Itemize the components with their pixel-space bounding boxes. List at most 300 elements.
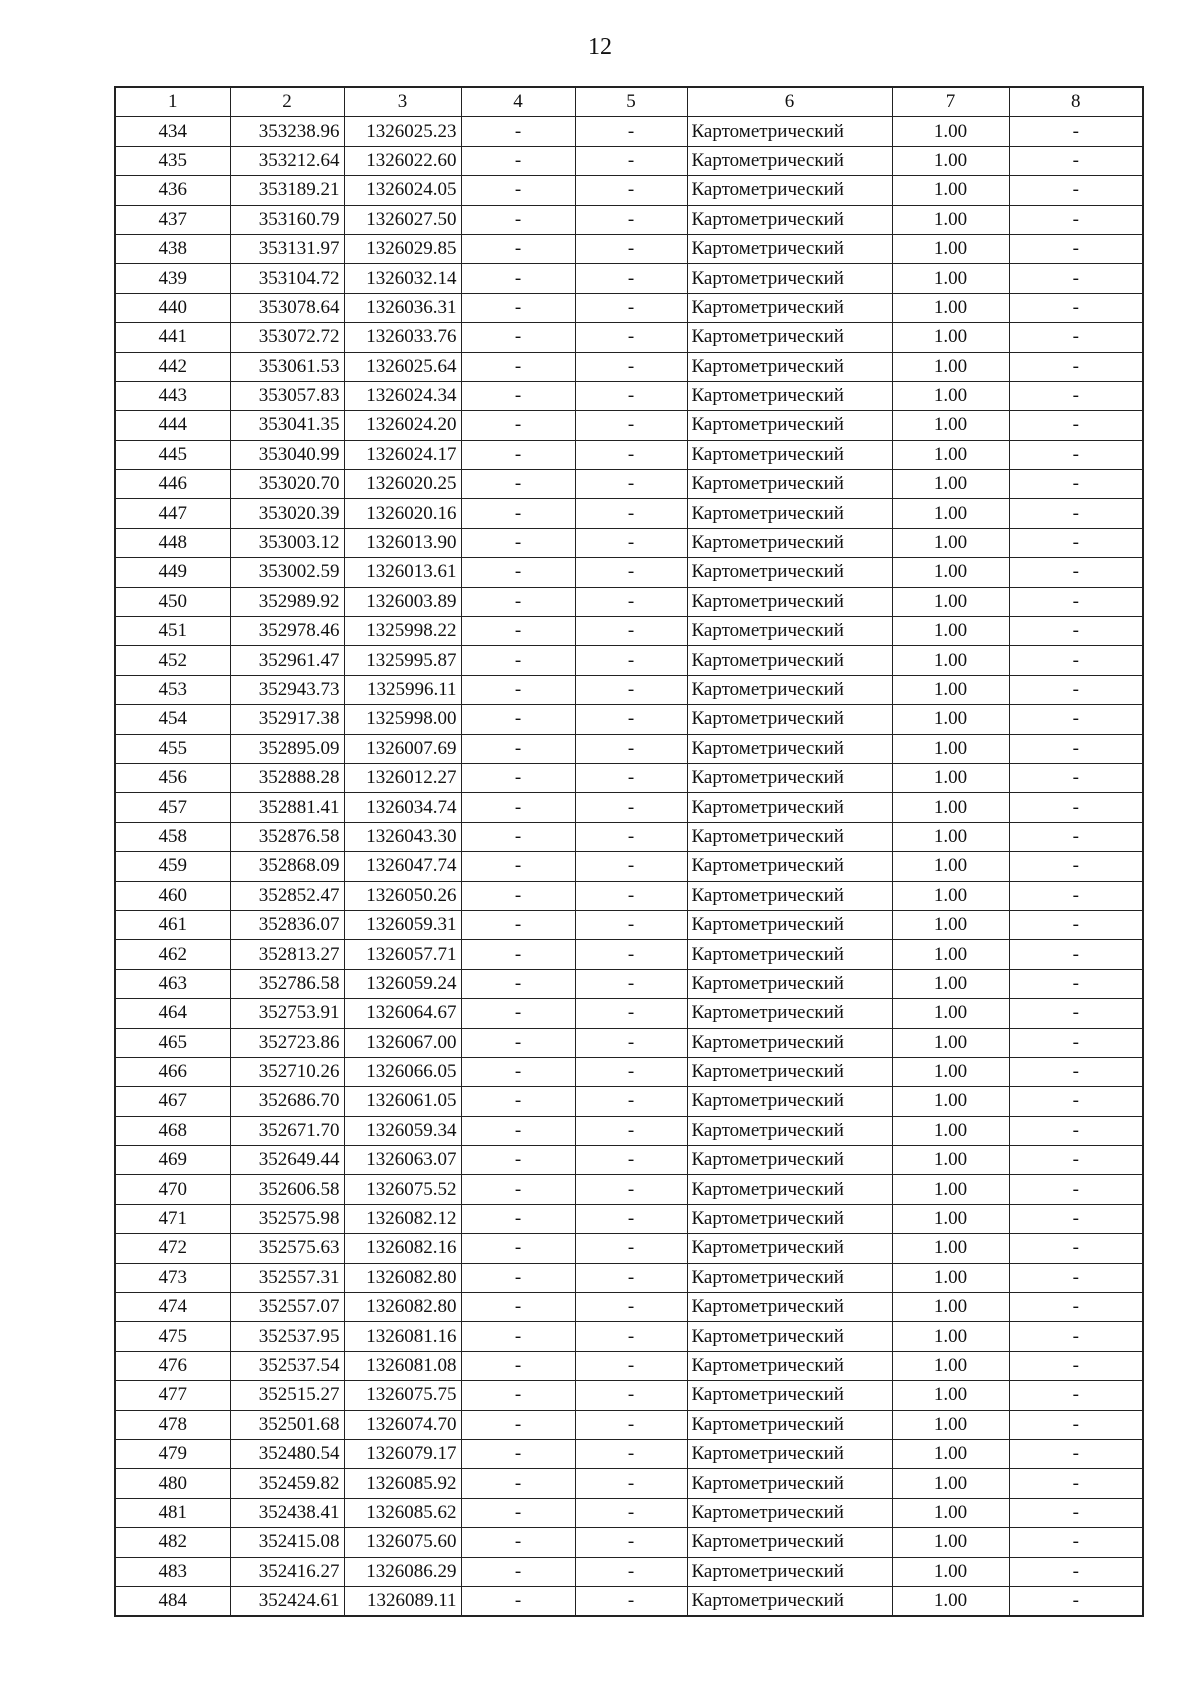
point-number-cell: 480 [115,1469,230,1498]
column-5-cell: - [575,411,687,440]
x-coordinate-cell: 352575.98 [230,1204,344,1233]
table-row [115,793,1143,822]
method-cell: Картометрический [687,1204,892,1233]
x-coordinate-cell: 353131.97 [230,234,344,263]
method-cell: Картометрический [687,528,892,557]
column-5-cell: - [575,264,687,293]
y-coordinate-cell: 1326075.60 [344,1528,461,1557]
accuracy-cell: 1.00 [892,558,1009,587]
column-5-cell: - [575,881,687,910]
y-coordinate-cell: 1326013.90 [344,528,461,557]
column-4-cell: - [461,1263,575,1292]
accuracy-cell: 1.00 [892,1263,1009,1292]
method-cell: Картометрический [687,293,892,322]
y-coordinate-cell: 1326082.80 [344,1293,461,1322]
x-coordinate-cell: 353104.72 [230,264,344,293]
table-row [115,1528,1143,1557]
column-5-cell: - [575,1498,687,1527]
column-8-cell: - [1009,1381,1143,1410]
x-coordinate-cell: 352424.61 [230,1586,344,1616]
accuracy-cell: 1.00 [892,293,1009,322]
accuracy-cell: 1.00 [892,999,1009,1028]
y-coordinate-cell: 1326007.69 [344,734,461,763]
column-5-cell: - [575,940,687,969]
point-number-cell: 449 [115,558,230,587]
column-5-cell: - [575,1175,687,1204]
y-coordinate-cell: 1326022.60 [344,146,461,175]
column-8-cell: - [1009,205,1143,234]
column-4-cell: - [461,646,575,675]
method-cell: Картометрический [687,323,892,352]
x-coordinate-cell: 352438.41 [230,1498,344,1527]
column-4-cell: - [461,558,575,587]
column-4-cell: - [461,1351,575,1380]
accuracy-cell: 1.00 [892,1410,1009,1439]
accuracy-cell: 1.00 [892,234,1009,263]
accuracy-cell: 1.00 [892,646,1009,675]
column-8-cell: - [1009,1293,1143,1322]
table-row [115,705,1143,734]
table-row [115,470,1143,499]
column-header: 7 [892,87,1009,117]
x-coordinate-cell: 353061.53 [230,352,344,381]
accuracy-cell: 1.00 [892,793,1009,822]
y-coordinate-cell: 1326063.07 [344,1146,461,1175]
x-coordinate-cell: 352501.68 [230,1410,344,1439]
column-5-cell: - [575,793,687,822]
x-coordinate-cell: 352459.82 [230,1469,344,1498]
table-row [115,381,1143,410]
x-coordinate-cell: 352557.31 [230,1263,344,1292]
column-5-cell: - [575,1322,687,1351]
column-8-cell: - [1009,852,1143,881]
column-5-cell: - [575,646,687,675]
point-number-cell: 459 [115,852,230,881]
table-row [115,1498,1143,1527]
table-row [115,352,1143,381]
point-number-cell: 453 [115,675,230,704]
y-coordinate-cell: 1326032.14 [344,264,461,293]
accuracy-cell: 1.00 [892,1439,1009,1468]
y-coordinate-cell: 1326027.50 [344,205,461,234]
column-8-cell: - [1009,117,1143,146]
column-4-cell: - [461,617,575,646]
column-5-cell: - [575,558,687,587]
column-5-cell: - [575,293,687,322]
y-coordinate-cell: 1326074.70 [344,1410,461,1439]
table-row [115,617,1143,646]
accuracy-cell: 1.00 [892,1381,1009,1410]
point-number-cell: 461 [115,910,230,939]
x-coordinate-cell: 352813.27 [230,940,344,969]
column-4-cell: - [461,1175,575,1204]
method-cell: Картометрический [687,999,892,1028]
table-row [115,117,1143,146]
y-coordinate-cell: 1326024.34 [344,381,461,410]
accuracy-cell: 1.00 [892,176,1009,205]
column-5-cell: - [575,1586,687,1616]
y-coordinate-cell: 1326082.80 [344,1263,461,1292]
table-row [115,1322,1143,1351]
column-5-cell: - [575,234,687,263]
x-coordinate-cell: 352686.70 [230,1087,344,1116]
column-8-cell: - [1009,381,1143,410]
column-4-cell: - [461,1410,575,1439]
point-number-cell: 451 [115,617,230,646]
point-number-cell: 457 [115,793,230,822]
column-4-cell: - [461,264,575,293]
x-coordinate-cell: 352876.58 [230,822,344,851]
point-number-cell: 434 [115,117,230,146]
column-4-cell: - [461,1557,575,1586]
accuracy-cell: 1.00 [892,1175,1009,1204]
table-row [115,1263,1143,1292]
point-number-cell: 484 [115,1586,230,1616]
point-number-cell: 436 [115,176,230,205]
column-5-cell: - [575,705,687,734]
column-5-cell: - [575,822,687,851]
table-row [115,940,1143,969]
table-row [115,1028,1143,1057]
column-4-cell: - [461,1293,575,1322]
column-5-cell: - [575,1381,687,1410]
x-coordinate-cell: 352537.95 [230,1322,344,1351]
point-number-cell: 464 [115,999,230,1028]
column-5-cell: - [575,323,687,352]
x-coordinate-cell: 352895.09 [230,734,344,763]
column-4-cell: - [461,999,575,1028]
column-8-cell: - [1009,646,1143,675]
column-8-cell: - [1009,910,1143,939]
y-coordinate-cell: 1326081.08 [344,1351,461,1380]
x-coordinate-cell: 352943.73 [230,675,344,704]
column-4-cell: - [461,352,575,381]
y-coordinate-cell: 1326066.05 [344,1057,461,1086]
point-number-cell: 456 [115,763,230,792]
column-5-cell: - [575,1528,687,1557]
x-coordinate-cell: 352480.54 [230,1439,344,1468]
column-4-cell: - [461,528,575,557]
y-coordinate-cell: 1325996.11 [344,675,461,704]
column-header: 4 [461,87,575,117]
column-4-cell: - [461,234,575,263]
method-cell: Картометрический [687,1557,892,1586]
column-8-cell: - [1009,1057,1143,1086]
column-8-cell: - [1009,176,1143,205]
table-row [115,1293,1143,1322]
method-cell: Картометрический [687,1087,892,1116]
table-row [115,646,1143,675]
accuracy-cell: 1.00 [892,1586,1009,1616]
x-coordinate-cell: 353041.35 [230,411,344,440]
column-5-cell: - [575,1439,687,1468]
point-number-cell: 458 [115,822,230,851]
x-coordinate-cell: 353078.64 [230,293,344,322]
x-coordinate-cell: 352415.08 [230,1528,344,1557]
column-8-cell: - [1009,705,1143,734]
x-coordinate-cell: 352852.47 [230,881,344,910]
column-4-cell: - [461,499,575,528]
column-4-cell: - [461,470,575,499]
header-row [115,87,1143,117]
column-5-cell: - [575,969,687,998]
column-header: 2 [230,87,344,117]
point-number-cell: 437 [115,205,230,234]
table-row [115,264,1143,293]
x-coordinate-cell: 352888.28 [230,763,344,792]
y-coordinate-cell: 1326081.16 [344,1322,461,1351]
method-cell: Картометрический [687,411,892,440]
point-number-cell: 468 [115,1116,230,1145]
y-coordinate-cell: 1326089.11 [344,1586,461,1616]
y-coordinate-cell: 1326075.52 [344,1175,461,1204]
accuracy-cell: 1.00 [892,499,1009,528]
accuracy-cell: 1.00 [892,763,1009,792]
y-coordinate-cell: 1326025.23 [344,117,461,146]
point-number-cell: 443 [115,381,230,410]
accuracy-cell: 1.00 [892,1028,1009,1057]
accuracy-cell: 1.00 [892,1498,1009,1527]
point-number-cell: 455 [115,734,230,763]
table-row [115,146,1143,175]
column-5-cell: - [575,499,687,528]
point-number-cell: 467 [115,1087,230,1116]
x-coordinate-cell: 353160.79 [230,205,344,234]
column-5-cell: - [575,1351,687,1380]
table-row [115,734,1143,763]
y-coordinate-cell: 1325998.22 [344,617,461,646]
column-5-cell: - [575,587,687,616]
accuracy-cell: 1.00 [892,1057,1009,1086]
point-number-cell: 469 [115,1146,230,1175]
x-coordinate-cell: 352961.47 [230,646,344,675]
column-5-cell: - [575,1263,687,1292]
point-number-cell: 454 [115,705,230,734]
point-number-cell: 450 [115,587,230,616]
column-8-cell: - [1009,1146,1143,1175]
column-4-cell: - [461,822,575,851]
y-coordinate-cell: 1326036.31 [344,293,461,322]
y-coordinate-cell: 1326059.34 [344,1116,461,1145]
column-4-cell: - [461,1586,575,1616]
column-5-cell: - [575,910,687,939]
point-number-cell: 465 [115,1028,230,1057]
method-cell: Картометрический [687,1381,892,1410]
table-row [115,910,1143,939]
table-row [115,822,1143,851]
point-number-cell: 481 [115,1498,230,1527]
accuracy-cell: 1.00 [892,323,1009,352]
method-cell: Картометрический [687,1263,892,1292]
y-coordinate-cell: 1326086.29 [344,1557,461,1586]
accuracy-cell: 1.00 [892,381,1009,410]
y-coordinate-cell: 1325995.87 [344,646,461,675]
x-coordinate-cell: 353003.12 [230,528,344,557]
column-4-cell: - [461,1234,575,1263]
table-row [115,1234,1143,1263]
accuracy-cell: 1.00 [892,1204,1009,1233]
column-8-cell: - [1009,1528,1143,1557]
column-4-cell: - [461,381,575,410]
accuracy-cell: 1.00 [892,940,1009,969]
column-4-cell: - [461,293,575,322]
column-8-cell: - [1009,1322,1143,1351]
column-5-cell: - [575,470,687,499]
point-number-cell: 479 [115,1439,230,1468]
method-cell: Картометрический [687,705,892,734]
method-cell: Картометрический [687,587,892,616]
accuracy-cell: 1.00 [892,1351,1009,1380]
x-coordinate-cell: 352753.91 [230,999,344,1028]
accuracy-cell: 1.00 [892,1087,1009,1116]
method-cell: Картометрический [687,617,892,646]
y-coordinate-cell: 1326013.61 [344,558,461,587]
table-row [115,323,1143,352]
column-5-cell: - [575,352,687,381]
column-8-cell: - [1009,763,1143,792]
column-4-cell: - [461,734,575,763]
point-number-cell: 473 [115,1263,230,1292]
accuracy-cell: 1.00 [892,264,1009,293]
column-8-cell: - [1009,528,1143,557]
column-8-cell: - [1009,1439,1143,1468]
table-row [115,675,1143,704]
method-cell: Картометрический [687,1498,892,1527]
x-coordinate-cell: 353238.96 [230,117,344,146]
x-coordinate-cell: 352537.54 [230,1351,344,1380]
point-number-cell: 474 [115,1293,230,1322]
table-row [115,1146,1143,1175]
table-row [115,528,1143,557]
table-row [115,440,1143,469]
column-5-cell: - [575,440,687,469]
column-5-cell: - [575,617,687,646]
column-8-cell: - [1009,617,1143,646]
method-cell: Картометрический [687,763,892,792]
table-row [115,1381,1143,1410]
column-4-cell: - [461,1528,575,1557]
method-cell: Картометрический [687,440,892,469]
column-5-cell: - [575,176,687,205]
y-coordinate-cell: 1326082.16 [344,1234,461,1263]
column-5-cell: - [575,1028,687,1057]
column-8-cell: - [1009,969,1143,998]
accuracy-cell: 1.00 [892,411,1009,440]
point-number-cell: 445 [115,440,230,469]
y-coordinate-cell: 1326059.24 [344,969,461,998]
method-cell: Картометрический [687,969,892,998]
table-row [115,852,1143,881]
y-coordinate-cell: 1326061.05 [344,1087,461,1116]
method-cell: Картометрический [687,793,892,822]
method-cell: Картометрический [687,558,892,587]
column-5-cell: - [575,734,687,763]
x-coordinate-cell: 352868.09 [230,852,344,881]
method-cell: Картометрический [687,1586,892,1616]
accuracy-cell: 1.00 [892,146,1009,175]
column-5-cell: - [575,1410,687,1439]
point-number-cell: 439 [115,264,230,293]
column-5-cell: - [575,528,687,557]
method-cell: Картометрический [687,1028,892,1057]
column-4-cell: - [461,440,575,469]
column-5-cell: - [575,205,687,234]
column-4-cell: - [461,411,575,440]
table-row [115,1057,1143,1086]
column-4-cell: - [461,1028,575,1057]
y-coordinate-cell: 1326029.85 [344,234,461,263]
accuracy-cell: 1.00 [892,470,1009,499]
column-8-cell: - [1009,146,1143,175]
column-8-cell: - [1009,1263,1143,1292]
accuracy-cell: 1.00 [892,1557,1009,1586]
y-coordinate-cell: 1326085.92 [344,1469,461,1498]
x-coordinate-cell: 352723.86 [230,1028,344,1057]
column-4-cell: - [461,940,575,969]
method-cell: Картометрический [687,1146,892,1175]
column-4-cell: - [461,1146,575,1175]
accuracy-cell: 1.00 [892,881,1009,910]
column-4-cell: - [461,587,575,616]
column-8-cell: - [1009,1469,1143,1498]
y-coordinate-cell: 1326085.62 [344,1498,461,1527]
column-5-cell: - [575,1146,687,1175]
method-cell: Картометрический [687,1234,892,1263]
column-5-cell: - [575,1087,687,1116]
y-coordinate-cell: 1326075.75 [344,1381,461,1410]
point-number-cell: 444 [115,411,230,440]
x-coordinate-cell: 353057.83 [230,381,344,410]
column-8-cell: - [1009,793,1143,822]
x-coordinate-cell: 352515.27 [230,1381,344,1410]
point-number-cell: 466 [115,1057,230,1086]
column-header: 8 [1009,87,1143,117]
column-5-cell: - [575,1469,687,1498]
table-row [115,176,1143,205]
column-8-cell: - [1009,1410,1143,1439]
column-8-cell: - [1009,734,1143,763]
y-coordinate-cell: 1326047.74 [344,852,461,881]
column-8-cell: - [1009,1087,1143,1116]
point-number-cell: 441 [115,323,230,352]
page-number: 12 [588,34,612,60]
coordinates-table [114,86,1144,1617]
x-coordinate-cell: 353002.59 [230,558,344,587]
method-cell: Картометрический [687,852,892,881]
table-row [115,969,1143,998]
y-coordinate-cell: 1326003.89 [344,587,461,616]
accuracy-cell: 1.00 [892,117,1009,146]
x-coordinate-cell: 353020.39 [230,499,344,528]
method-cell: Картометрический [687,822,892,851]
method-cell: Картометрический [687,264,892,293]
column-header: 5 [575,87,687,117]
column-5-cell: - [575,117,687,146]
column-5-cell: - [575,381,687,410]
table-row [115,293,1143,322]
column-8-cell: - [1009,822,1143,851]
point-number-cell: 446 [115,470,230,499]
x-coordinate-cell: 352881.41 [230,793,344,822]
column-8-cell: - [1009,1116,1143,1145]
accuracy-cell: 1.00 [892,205,1009,234]
x-coordinate-cell: 353212.64 [230,146,344,175]
column-4-cell: - [461,705,575,734]
point-number-cell: 462 [115,940,230,969]
table-row [115,587,1143,616]
column-8-cell: - [1009,1234,1143,1263]
y-coordinate-cell: 1326050.26 [344,881,461,910]
